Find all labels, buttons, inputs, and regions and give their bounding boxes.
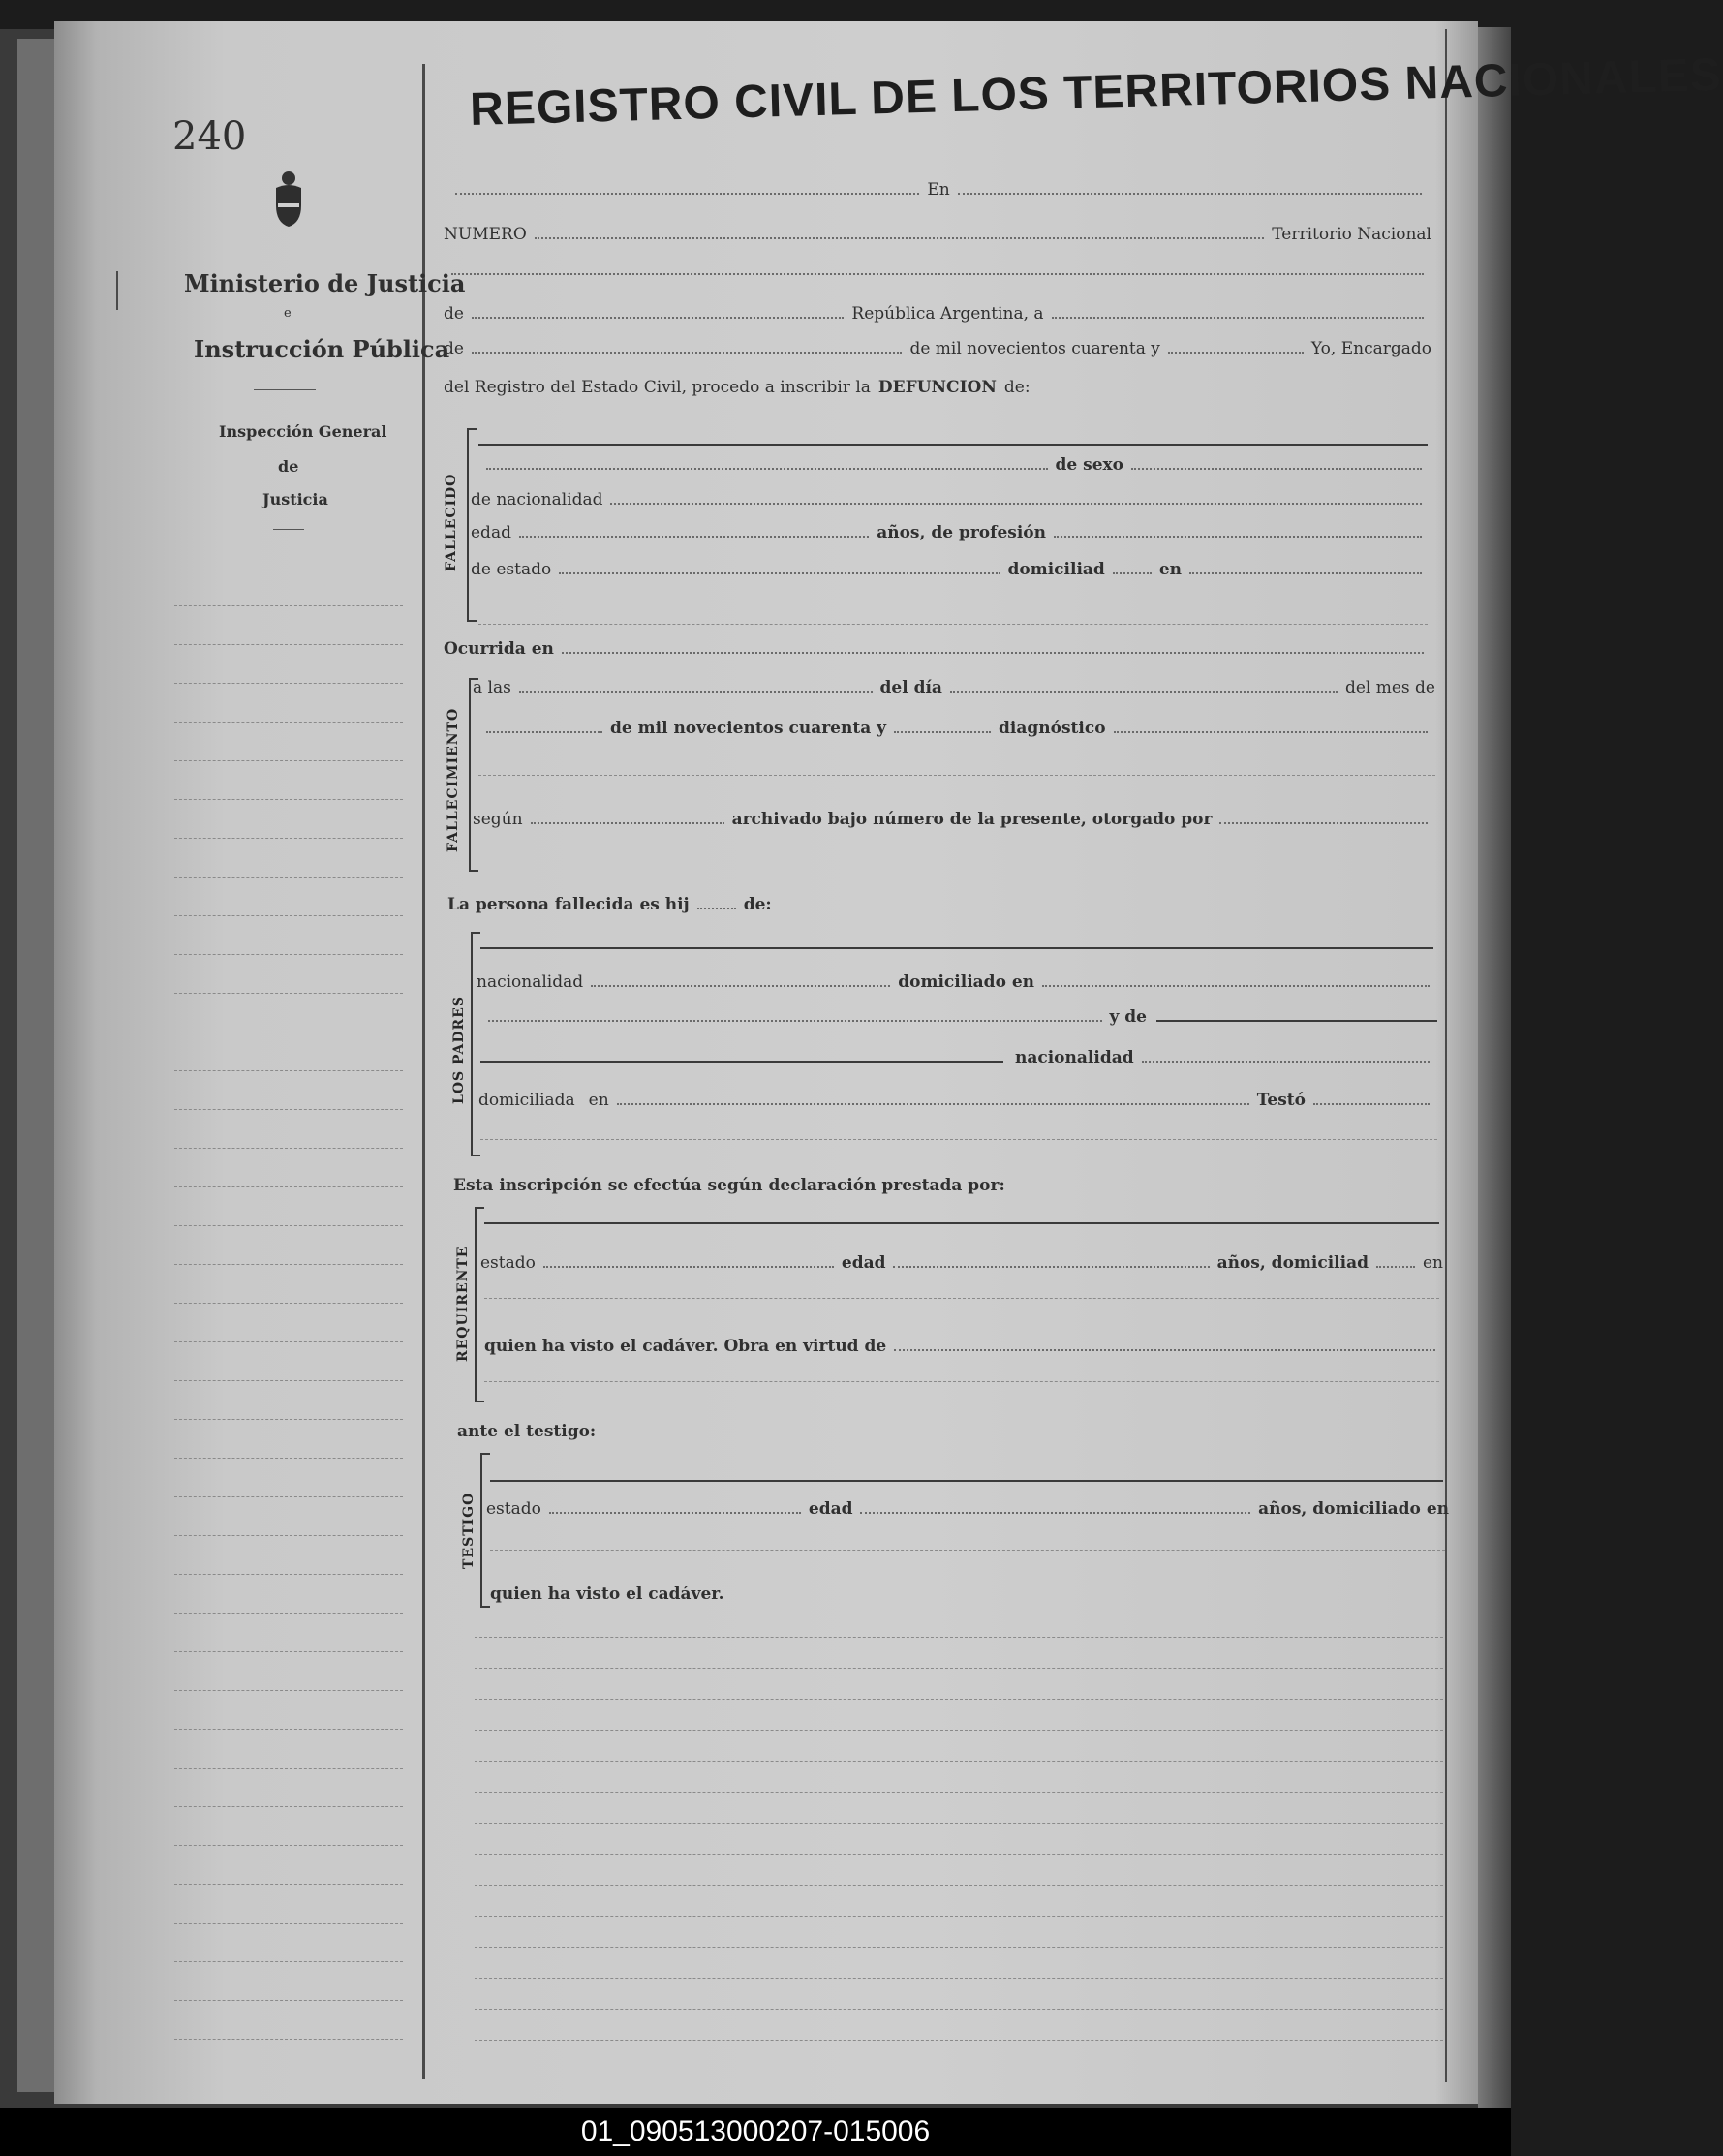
margin-rule — [174, 1651, 403, 1652]
column-divider — [422, 64, 425, 2079]
label-inscripcion: Esta inscripción se efectúa según declaración prestada por: — [453, 1176, 1005, 1195]
blank-line — [472, 352, 902, 354]
label-estado: estado — [480, 1253, 536, 1273]
name-line — [478, 444, 1428, 446]
label-nacionalidad: nacionalidad — [1015, 1048, 1134, 1067]
margin-rule — [174, 1109, 403, 1110]
section-bracket — [475, 1207, 484, 1402]
margin-rule — [174, 1729, 403, 1730]
fallecido-row-estado — [471, 560, 1430, 579]
margin-rule — [174, 683, 403, 684]
blank-line — [1142, 1061, 1430, 1063]
blank-line — [535, 237, 1264, 239]
margin-rule — [174, 1225, 403, 1226]
margin-rule — [174, 1341, 403, 1342]
blank-line — [543, 1266, 834, 1268]
label-edad: edad — [471, 523, 511, 542]
blank-line — [455, 193, 919, 195]
label-numero: NUMERO — [444, 225, 527, 244]
blank-line — [1376, 1266, 1415, 1268]
label-del-mes-de: del mes de — [1344, 678, 1435, 697]
label-estado: estado — [486, 1499, 541, 1519]
label-domiciliada: domiciliada — [478, 1091, 575, 1110]
blank-line — [484, 1381, 1439, 1382]
blank-line — [894, 1349, 1435, 1351]
row-persona-hija — [447, 895, 835, 914]
fallecido-row-nacionalidad — [471, 490, 1430, 509]
blank-line — [475, 1730, 1443, 1731]
label-edad: edad — [841, 1253, 886, 1273]
label-testo: Testó — [1256, 1091, 1306, 1110]
blank-line — [475, 1792, 1443, 1793]
inspection-line1: Inspección General — [219, 422, 387, 441]
label-territorio: Territorio Nacional — [1272, 225, 1431, 244]
ministry-conjunction: e — [284, 306, 292, 321]
blank-line — [1168, 352, 1304, 354]
right-margin-line — [1445, 29, 1447, 2082]
margin-rule — [174, 1574, 403, 1575]
blank-line — [475, 1885, 1443, 1886]
margin-rule — [174, 605, 403, 606]
margin-rule — [174, 1458, 403, 1459]
blank-line — [958, 193, 1422, 195]
blank-line — [480, 1139, 1437, 1140]
divider — [254, 389, 316, 390]
margin-rule — [174, 1496, 403, 1497]
margin-rule — [174, 1961, 403, 1962]
section-label-testigo: TESTIGO — [461, 1492, 477, 1569]
margin-rule — [174, 993, 403, 994]
label-domiciliado-en: domiciliado en — [898, 972, 1034, 992]
margin-rule — [174, 877, 403, 878]
section-bracket — [471, 932, 480, 1156]
page-title: REGISTRO CIVIL DE LOS TERRITORIOS NACIONALES — [469, 48, 1723, 137]
blank-line — [1114, 731, 1428, 733]
margin-rule — [174, 2039, 403, 2040]
margin-rule — [174, 1303, 403, 1304]
section-label-requirente: REQUIRENTE — [455, 1246, 471, 1362]
blank-line — [893, 1266, 1209, 1268]
requirente-row-estado — [480, 1253, 1443, 1273]
blank-line — [617, 1103, 1249, 1105]
row-ocurrida — [444, 639, 1431, 659]
section-label-fallecido: FALLECIDO — [444, 473, 459, 571]
label-a-las: a las — [473, 678, 511, 697]
padres-row-nacionalidad2 — [480, 1048, 1437, 1067]
blank-line — [610, 503, 1422, 505]
image-id-caption: 01_090513000207-015006 — [0, 2108, 1511, 2156]
label-quien-ha-visto: quien ha visto el cadáver. Obra en virtud de — [484, 1337, 887, 1356]
header-row-blank — [444, 273, 1431, 280]
header-row-mil — [444, 339, 1431, 358]
fallecido-row-sexo — [478, 455, 1430, 475]
name-line — [480, 947, 1433, 949]
padres-row-nacionalidad — [477, 972, 1437, 992]
blank-line — [1042, 985, 1430, 987]
margin-rule — [174, 954, 403, 955]
divider — [273, 529, 304, 530]
label-mil-novecientos: de mil novecientos cuarenta y — [610, 719, 887, 738]
blank-line — [562, 652, 1424, 654]
blank-line — [475, 2040, 1443, 2041]
blank-line — [484, 1298, 1439, 1299]
label-anos-domiciliado-en: años, domiciliado en — [1258, 1499, 1449, 1519]
margin-rule — [174, 722, 403, 723]
blank-line — [1156, 1020, 1437, 1022]
label-de-colon: de: — [743, 895, 772, 914]
blank-line — [531, 822, 724, 824]
label-en: en — [1158, 560, 1182, 579]
margin-rule — [174, 1419, 403, 1420]
label-diagnostico: diagnóstico — [999, 719, 1106, 738]
blank-line — [1131, 468, 1422, 470]
header-row-registro — [444, 378, 1431, 397]
blank-line — [486, 731, 602, 733]
blank-line — [475, 1761, 1443, 1762]
name-line — [490, 1480, 1443, 1482]
label-republica: República Argentina, a — [851, 304, 1044, 323]
label-mil-novecientos: de mil novecientos cuarenta y — [909, 339, 1160, 358]
blank-line — [549, 1512, 801, 1514]
label-de-colon: de: — [1003, 378, 1031, 397]
label-quien-ha-visto: quien ha visto el cadáver. — [490, 1585, 724, 1604]
label-defuncion: DEFUNCION — [877, 378, 997, 397]
margin-rule — [174, 1613, 403, 1614]
fallecimiento-row-hora — [473, 678, 1435, 697]
blank-line — [519, 691, 873, 693]
padres-row-y-de — [480, 1007, 1437, 1027]
blank-line — [519, 536, 869, 538]
margin-rule — [174, 2000, 403, 2001]
label-nacionalidad: nacionalidad — [477, 972, 584, 992]
blank-line — [1189, 572, 1422, 574]
margin-rule — [174, 1690, 403, 1691]
blank-line — [1052, 317, 1424, 319]
requirente-row-quien — [484, 1337, 1443, 1356]
label-de-sexo: de sexo — [1055, 455, 1123, 475]
fallecido-row-edad — [471, 523, 1430, 542]
blank-line — [475, 1916, 1443, 1917]
section-label-fallecimiento: FALLECIMIENTO — [446, 707, 461, 852]
label-del-registro: del Registro del Estado Civil, procedo a inscribir la — [444, 378, 871, 397]
margin-rule — [174, 1380, 403, 1381]
blank-line — [480, 1061, 1003, 1063]
blank-line — [1313, 1103, 1430, 1105]
label-segun: según — [473, 810, 523, 829]
blank-line — [475, 1854, 1443, 1855]
blank-line — [478, 775, 1435, 776]
blank-line — [860, 1512, 1250, 1514]
fallecimiento-row-anio — [478, 719, 1435, 738]
label-yo-encargado: Yo, Encargado — [1310, 339, 1431, 358]
label-archivado: archivado bajo número de la presente, otorgado por — [731, 810, 1213, 829]
blank-line — [475, 2009, 1443, 2010]
blank-line — [475, 1947, 1443, 1948]
left-mark — [116, 271, 118, 310]
label-edad: edad — [808, 1499, 853, 1519]
label-en: En — [927, 180, 950, 200]
header-row-republica — [444, 304, 1431, 323]
ministry-line2: Instrucción Pública — [194, 335, 450, 363]
blank-line — [475, 1637, 1443, 1638]
margin-rule — [174, 1923, 403, 1924]
blank-line — [894, 731, 991, 733]
blank-line — [950, 691, 1338, 693]
section-bracket — [469, 678, 478, 872]
label-de-estado: de estado — [471, 560, 552, 579]
label-en: en — [1422, 1253, 1443, 1273]
margin-rule — [174, 760, 403, 761]
margin-rule — [174, 1768, 403, 1769]
blank-line — [490, 1550, 1445, 1551]
header-row-numero — [444, 225, 1431, 244]
label-ante-el-testigo: ante el testigo: — [457, 1422, 597, 1441]
margin-rule — [174, 1845, 403, 1846]
margin-rule — [174, 799, 403, 800]
blank-line — [559, 572, 1000, 574]
testigo-row-estado — [486, 1499, 1449, 1519]
label-de-nacionalidad: de nacionalidad — [471, 490, 603, 509]
margin-rule — [174, 1884, 403, 1885]
ministry-line1: Ministerio de Justicia — [184, 269, 466, 297]
blank-line — [475, 1668, 1443, 1669]
label-de: de — [444, 304, 464, 323]
blank-line — [1219, 822, 1428, 824]
blank-line — [488, 1020, 1102, 1022]
fallecimiento-row-segun — [473, 810, 1435, 829]
label-anos-profesion: años, de profesión — [877, 523, 1046, 542]
margin-rule — [174, 838, 403, 839]
name-line — [484, 1222, 1439, 1224]
margin-rule — [174, 644, 403, 645]
blank-line — [478, 624, 1428, 625]
label-en: en — [588, 1091, 609, 1110]
section-bracket — [480, 1453, 490, 1608]
label-del-dia: del día — [879, 678, 942, 697]
page-number: 240 — [172, 114, 247, 159]
margin-rule — [174, 1148, 403, 1149]
blank-line — [1113, 572, 1152, 574]
margin-rule — [174, 1264, 403, 1265]
blank-line — [451, 273, 1424, 275]
blank-line — [697, 908, 736, 909]
margin-rule — [174, 1535, 403, 1536]
inspection-line2: de — [278, 457, 299, 476]
header-row-en — [447, 180, 1430, 200]
label-y-de: y de — [1109, 1007, 1147, 1027]
label-anos-domiciliad: años, domiciliad — [1216, 1253, 1369, 1273]
blank-line — [591, 985, 890, 987]
margin-rule — [174, 1806, 403, 1807]
book-right-edge — [1478, 27, 1511, 2110]
margin-rule — [174, 1070, 403, 1071]
margin-rule — [174, 1186, 403, 1187]
section-label-padres: LOS PADRES — [451, 996, 467, 1104]
blank-line — [472, 317, 844, 319]
coat-of-arms-icon — [268, 169, 309, 229]
label-persona-fallecida: La persona fallecida es hij — [447, 895, 690, 914]
blank-line — [475, 1699, 1443, 1700]
label-ocurrida-en: Ocurrida en — [444, 639, 554, 659]
blank-line — [475, 1823, 1443, 1824]
label-de: de — [444, 339, 464, 358]
label-domiciliad: domiciliad — [1007, 560, 1105, 579]
blank-line — [475, 1978, 1443, 1979]
inspection-line3: Justicia — [262, 490, 328, 508]
blank-line — [486, 468, 1048, 470]
testigo-row-quien — [490, 1585, 877, 1604]
blank-line — [1054, 536, 1422, 538]
padres-row-domiciliada — [478, 1091, 1437, 1110]
margin-rule — [174, 915, 403, 916]
